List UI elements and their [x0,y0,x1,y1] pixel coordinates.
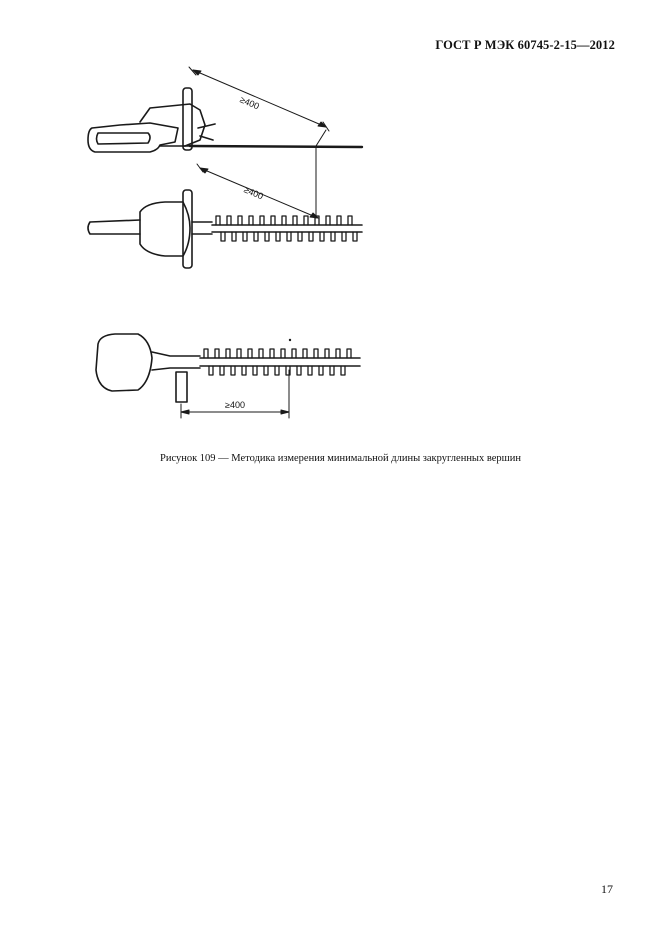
figure-caption: Рисунок 109 — Методика измерения минимальной длины закругленных вершин [159,453,521,464]
technical-figure [0,0,661,440]
bottom-view-blade-teeth [204,349,351,375]
page-number: 17 [601,882,613,896]
dimension-label-2: ≥400 [242,184,265,202]
top-view-trimmer [88,190,362,268]
document-header: ГОСТ Р МЭК 60745-2-15—2012 [435,38,615,52]
side-view-trimmer [88,88,362,152]
bottom-view-trimmer [96,334,360,402]
dimension-label-1: ≥400 [238,94,261,112]
dimension-label-3: ≥400 [225,400,245,410]
top-view-blade-teeth [216,216,357,241]
dimension-line-3 [181,370,289,418]
